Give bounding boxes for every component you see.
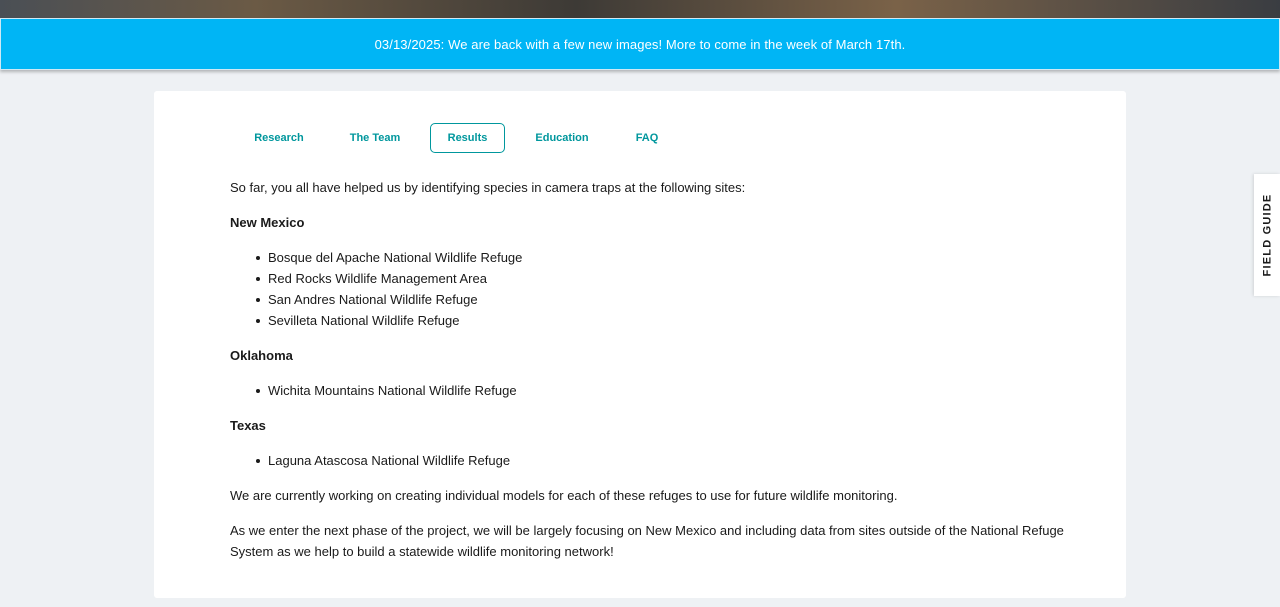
- list-item: Laguna Atascosa National Wildlife Refuge: [230, 450, 1070, 471]
- announcement-banner: [0, 18, 1280, 70]
- results-content: [230, 177, 1070, 576]
- announcement-text: 03/13/2025: We are back with a few new images! More to come in the week of March 17th.: [374, 36, 906, 52]
- about-nav: [154, 123, 1126, 153]
- field-guide-label: FIELD GUIDE: [1261, 193, 1273, 277]
- intro-text: So far, you all have helped us by identifying species in camera traps at the following sites:: [230, 180, 746, 195]
- section-heading-texas: Texas: [230, 418, 266, 433]
- tab-results[interactable]: Results: [430, 123, 505, 153]
- list-item: San Andres National Wildlife Refuge: [230, 289, 1070, 310]
- site-list-texas: [230, 450, 1070, 471]
- tab-education[interactable]: Education: [535, 132, 589, 144]
- section-heading-new-mexico: New Mexico: [230, 215, 305, 230]
- results-panel: [154, 91, 1126, 598]
- list-item: Red Rocks Wildlife Management Area: [230, 268, 1070, 289]
- section-heading-oklahoma: Oklahoma: [230, 348, 293, 363]
- site-list-oklahoma: [230, 380, 1070, 401]
- list-item: Bosque del Apache National Wildlife Refuge: [230, 247, 1070, 268]
- tab-the-team[interactable]: The Team: [349, 132, 401, 144]
- site-list-new-mexico: [230, 247, 1070, 331]
- list-item: Sevilleta National Wildlife Refuge: [230, 310, 1070, 331]
- next-phase-paragraph: As we enter the next phase of the project, we will be largely focusing on New Mexico and including data from sites outside of the National Refuge System as we help to build a statewide wildlife monitoring network!: [230, 523, 1064, 559]
- field-guide-tab[interactable]: [1254, 174, 1280, 296]
- tab-research[interactable]: Research: [254, 132, 304, 144]
- models-paragraph: We are currently working on creating individual models for each of these refuges to use for future wildlife monitoring.: [230, 488, 898, 503]
- tab-faq[interactable]: FAQ: [635, 132, 659, 144]
- list-item: Wichita Mountains National Wildlife Refuge: [230, 380, 1070, 401]
- hero-image-strip: [0, 0, 1280, 18]
